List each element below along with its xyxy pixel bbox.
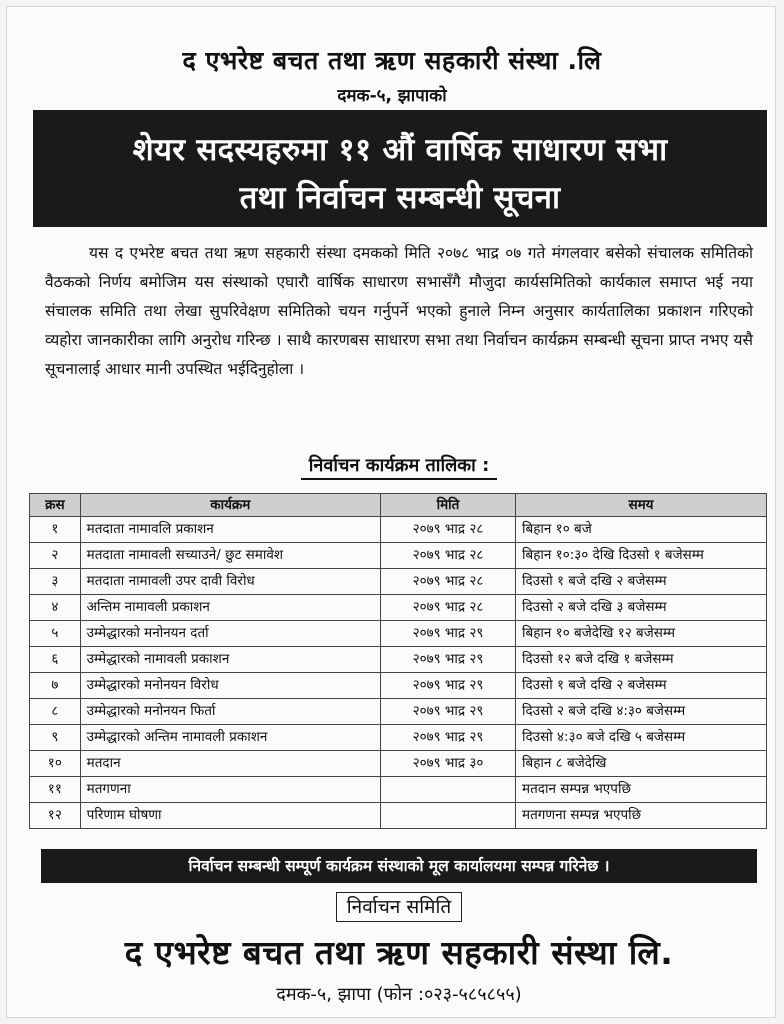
row-time-cell: बिहान १० बजेदेखि १२ बजेसम्म [516, 621, 767, 647]
row-program-cell: मतदाता नामावली सच्याउने/ छुट समावेश [80, 543, 380, 569]
row-num-cell: ३ [30, 569, 81, 595]
committee-label [7, 892, 784, 922]
row-date-cell: २०७९ भाद्र २९ [380, 699, 515, 725]
row-program-cell: उम्मेद्धारको मनोनयन फिर्ता [80, 699, 380, 725]
table-row [30, 569, 767, 595]
row-program-cell: परिणाम घोषणा [80, 803, 380, 829]
table-row [30, 725, 767, 751]
row-num-cell: ८ [30, 699, 81, 725]
row-date-cell: २०७९ भाद्र २८ [380, 595, 515, 621]
schedule-body [30, 517, 767, 829]
row-time-cell: दिउसो १ बजे दखि २ बजेसम्म [516, 673, 767, 699]
notice-page [6, 6, 776, 1018]
row-date-cell: २०७९ भाद्र २८ [380, 543, 515, 569]
row-num-cell: ११ [30, 777, 81, 803]
table-row [30, 621, 767, 647]
row-time-cell: दिउसो ४:३० बजे दखि ५ बजेसम्म [516, 725, 767, 751]
row-date-cell: २०७९ भाद्र २९ [380, 647, 515, 673]
row-date-cell: २०७९ भाद्र २८ [380, 517, 515, 543]
title-banner [33, 110, 767, 227]
table-row [30, 777, 767, 803]
title-line-2: तथा निर्वाचन सम्बन्धी सूचना [239, 180, 561, 216]
footer-address: दमक-५, झापा (फोन :०२३-५८५८५५) [276, 984, 522, 1005]
table-row [30, 517, 767, 543]
row-date-cell: २०७९ भाद्र २९ [380, 673, 515, 699]
row-date-cell: २०७९ भाद्र २८ [380, 569, 515, 595]
row-date-cell: २०७९ भाद्र ३० [380, 751, 515, 777]
row-num-cell: ६ [30, 647, 81, 673]
column-header-date: मिति [380, 494, 515, 517]
table-row [30, 673, 767, 699]
row-program-cell: मतदान [80, 751, 380, 777]
table-row [30, 647, 767, 673]
row-num-cell: ९ [30, 725, 81, 751]
column-header-program: कार्यक्रम [80, 494, 380, 517]
schedule-heading-text: निर्वाचन कार्यक्रम तालिका : [301, 455, 498, 480]
table-header-row [30, 494, 767, 517]
schedule-table [29, 493, 767, 829]
row-time-cell: बिहान १० बजे [516, 517, 767, 543]
row-date-cell [380, 803, 515, 829]
row-time-cell: बिहान १०:३० देखि दिउसो १ बजेसम्म [516, 543, 767, 569]
row-program-cell: अन्तिम नामावली प्रकाशन [80, 595, 380, 621]
row-program-cell: मतगणना [80, 777, 380, 803]
row-date-cell: २०७९ भाद्र २९ [380, 621, 515, 647]
row-num-cell: ७ [30, 673, 81, 699]
row-time-cell: दिउसो २ बजे दखि ४:३० बजेसम्म [516, 699, 767, 725]
table-row [30, 543, 767, 569]
row-num-cell: १० [30, 751, 81, 777]
committee-name: निर्वाचन समिति [336, 892, 462, 922]
row-time-cell: बिहान ८ बजेदेखि [516, 751, 767, 777]
row-time-cell: दिउसो १२ बजे दखि १ बजेसम्म [516, 647, 767, 673]
row-time-cell: मतदान सम्पन्न भएपछि [516, 777, 767, 803]
row-time-cell: मतगणना सम्पन्न भएपछि [516, 803, 767, 829]
row-date-cell [380, 777, 515, 803]
row-program-cell: उम्मेद्धारको मनोनयन दर्ता [80, 621, 380, 647]
table-row [30, 595, 767, 621]
footer-org-name: द एभरेष्ट बचत तथा ऋण सहकारी संस्था लि. [124, 933, 674, 972]
schedule-heading [7, 453, 784, 477]
title-line-1: शेयर सदस्यहरुमा ११ औं वार्षिक साधारण सभा [132, 132, 668, 168]
row-time-cell: दिउसो १ बजे दखि २ बजेसम्म [516, 569, 767, 595]
table-row [30, 751, 767, 777]
table-row [30, 803, 767, 829]
notice-bar: निर्वाचन सम्बन्धी सम्पूर्ण कार्यक्रम संस्थाको मूल कार्यालयमा सम्पन्न गरिनेछ । [41, 849, 757, 883]
row-num-cell: १२ [30, 803, 81, 829]
row-program-cell: मतदाता नामावली उपर दावी विरोध [80, 569, 380, 595]
org-address: दमक-५, झापाको [337, 86, 447, 106]
row-num-cell: २ [30, 543, 81, 569]
notice-paragraph: यस द एभरेष्ट बचत तथा ऋण सहकारी संस्था दमकको मिति २०७८ भाद्र ०७ गते मंगलवार बसेको संचालक समितिको वैठकको निर्णय बमोजिम यस संस्थाको एघारौ वार्षिक साधारण सभासँगै मौजुदा कार्यसमितिको कार्यकाल समाप्त भई नया संचालक समिति तथा लेखा सुपरिवेक्षण समितिको चयन गर्नुपर्ने भएको हुनाले निम्न अनुसार कार्यतालिका प्रकाशन गरिएको व्यहोरा जानकारीका लागि अनुरोध गरिन्छ । साथै कारणबस साधारण सभा तथा निर्वाचन कार्यक्रम सम्बन्धी सूचना प्राप्त नभए यसै सूचनालाई आधार मानी उपस्थित भईदिनुहोला । [45, 244, 753, 378]
row-num-cell: ४ [30, 595, 81, 621]
row-num-cell: १ [30, 517, 81, 543]
row-date-cell: २०७९ भाद्र २९ [380, 725, 515, 751]
table-row [30, 699, 767, 725]
row-program-cell: उम्मेद्धारको नामावली प्रकाशन [80, 647, 380, 673]
row-time-cell: दिउसो २ बजे दखि ३ बजेसम्म [516, 595, 767, 621]
column-header-num: क्रस [30, 494, 81, 517]
row-num-cell: ५ [30, 621, 81, 647]
column-header-time: समय [516, 494, 767, 517]
row-program-cell: उम्मेद्धारको मनोनयन विरोध [80, 673, 380, 699]
row-program-cell: मतदाता नामावलि प्रकाशन [80, 517, 380, 543]
org-name: द एभरेष्ट बचत तथा ऋण सहकारी संस्था .लि [182, 46, 602, 75]
row-program-cell: उम्मेद्धारको अन्तिम नामावली प्रकाशन [80, 725, 380, 751]
